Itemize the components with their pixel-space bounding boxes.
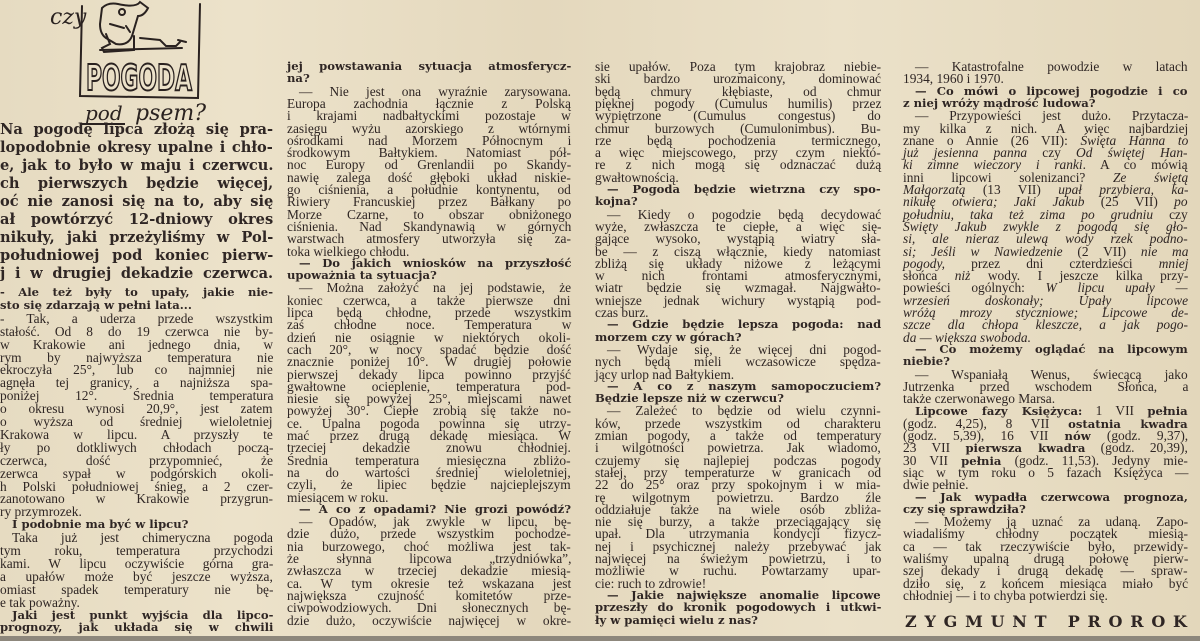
text-line: ciwpowodziowych. Dni słonecznych bę- (287, 600, 571, 616)
text-line: re z nich mogą się odznaczać dużą (595, 157, 882, 173)
text-line: nych będą mieli wczasowicze spędza- (595, 354, 881, 370)
lead-line: ał powtórzyć 12-dniowy okres (0, 211, 274, 228)
italic-proverb: nie ma (1140, 243, 1189, 259)
text-line: powyżej 30°. Ciepłe zrobią się także no- (287, 403, 571, 419)
text-line: nie się burzy, a także przeciągający się (595, 514, 881, 530)
text-line: i krajami nadbałtyckimi pozostaje w (287, 108, 571, 124)
text-line: — Zależeć to będzie od wielu czynni- (607, 403, 881, 419)
text-line: szej dekady i drugą dekadę — spraw- (903, 563, 1188, 579)
lead-line: j i w drugiej dekadzie czerwca. (0, 265, 274, 282)
text-line: agnęła tej granicy, a najniższa spa- (0, 375, 273, 391)
signature-letter: T (1034, 612, 1047, 631)
text-segment: (godz. 11,53). Jedyny mie- (1001, 452, 1188, 468)
text-line: pięknej pogody (Cumulus humilis) przez (595, 95, 882, 111)
text-line: — Wydaje się, że więcej dni pogod- (607, 341, 882, 357)
question-line: z niej wróży mądrość ludowa? (903, 95, 1096, 110)
text-line: na do wartości średniej wieloletniej, (287, 464, 571, 480)
text-line: upał. Dla utrzymania kondycji fizycz- (595, 526, 882, 542)
question-line: sto się zdarzają w pełni lata... (0, 297, 192, 312)
text-line: wypiętrzone (Cumulus congestus) do (595, 108, 881, 124)
text-line: stałość. Od 8 do 19 czerwca nie by- (0, 323, 274, 339)
text-line: — Przypowieści jest dużo. Przytacza- (915, 108, 1189, 124)
text-line: ekroczyła 25°, lub co najmniej nie (0, 362, 273, 378)
text-line: rym by najwyższa temperatura nie (0, 349, 274, 365)
lead-line: lopodobnie okresy upalne i chło- (0, 139, 273, 156)
text-line: lipca będą chłodne, przede wszystkim (287, 305, 572, 320)
signature-letter: M (965, 612, 983, 631)
italic-proverb: szcze dla chłopa kleszcze, a jak pogo- (903, 317, 1188, 333)
text-line: my kilka z nich. A więc najbardziej (903, 120, 1189, 136)
text-line: 1934, 1960 i 1970. (903, 71, 1004, 87)
text-line: Krakowa w lipcu. A przyszły te (0, 426, 273, 442)
text-segment: wody. I jeszcze kilka przy- (970, 268, 1189, 284)
text-segment: słońca (903, 268, 955, 284)
text-line: jący urlop nad Bałtykiem. (595, 366, 735, 382)
text-line: Średnia temperatura miesięczna zbliżo- (287, 452, 571, 468)
text-line: dwie pełnie. (903, 477, 969, 493)
signature-letter (1054, 612, 1060, 631)
text-line: poniżej 12°. Średnia temperatura (0, 388, 274, 404)
text-line: środkowym Bałtykiem. Natomiast pół- (287, 145, 572, 161)
text-line: gwałtownością. (595, 169, 679, 185)
article-column-2 (287, 0, 571, 636)
text-line: — Opadów, jak zwykle w lipcu, bę- (299, 514, 572, 530)
text-line: dzie dużo, przede wszystkim pochodze- (287, 526, 571, 542)
italic-proverb: si; Jeśli w Nawiedzenie (903, 243, 1063, 259)
bold-term: ostatnia kwadra (1068, 416, 1188, 431)
text-line: mać przez drugą dekadę miesiąca. W (287, 428, 572, 443)
question-line: Będzie lepsze niż w czerwcu? (595, 391, 784, 406)
text-line: zerwca sypał w podgórskich okoli- (0, 465, 274, 481)
text-segment: (godz. 20,39), (1085, 440, 1188, 456)
author-signature (905, 612, 1187, 631)
text-line: dziło się, z końcem miesiąca miało być (903, 575, 1189, 591)
italic-proverb: niż (954, 268, 971, 284)
italic-proverb: Święty Jakub zwykle z pogodą się gło- (903, 218, 1188, 234)
logo-psem: psem? (135, 101, 207, 126)
italic-proverb: Małgorzatą (903, 182, 966, 197)
question-line: prognozy, jak układa się w chwili (0, 620, 274, 635)
signature-letter: O (1151, 612, 1166, 631)
text-line: znacznie poniżej 10°. W drugiej połowie (287, 354, 572, 370)
bold-term: pełnia (1147, 404, 1188, 419)
signature-letter: N (1012, 612, 1027, 631)
signature-letter: O (1108, 612, 1123, 631)
signature-letter: U (990, 612, 1005, 631)
italic-proverb: Święta Hanna to (1080, 132, 1189, 148)
question-line: — Jak wypadła czerwcowa prognoza, (915, 489, 1188, 504)
italic-proverb: południu, taka też zima po grudniu (903, 206, 1154, 222)
text-line: największa czujność komitetów prze- (287, 587, 572, 603)
text-line: nia burzowego, choć możliwa jest tak- (287, 538, 571, 554)
text-line: dzień nie osiągnie w niektórych okoli- (287, 329, 571, 345)
italic-proverb: W lipcu upały — (1045, 280, 1188, 296)
text-line: także czerwonawego Marsa. (903, 391, 1056, 407)
text-line: noc Europy od Grenlandii po Skandy- (287, 157, 572, 173)
text-line: — Katastrofalne powodzie w latach (915, 59, 1188, 74)
text-line: dzie dużo, oczywiście najwięcej w okre- (287, 612, 572, 628)
text-line: be — z ciszą włącznie, kiedy natomiast (595, 243, 881, 259)
lead-line: oć nie zanosi się na to, aby się (0, 193, 274, 210)
italic-proverb: si, ale nieraz ulewą wody rzek podno- (903, 231, 1188, 247)
text-line: 22 do 25° oraz przy spokojnym i w mia- (595, 477, 881, 493)
text-line: h Polski południowej śnieg, a 2 czer- (0, 478, 273, 494)
text-segment: znane o Annie (26 VII): (903, 132, 1081, 148)
text-line: Morze Czarne, to obszar obniżonego (287, 206, 572, 222)
text-line: o okresu wynosi 20,9°, jest zatem (0, 401, 273, 417)
logo-pogoda: POGODA (86, 58, 193, 99)
text-segment: (2 VII) (1062, 243, 1141, 259)
text-line: rę wilgotnym powietrzu. Bardzo źle (595, 489, 881, 505)
text-line: nej i psychicznej należy przebywać jak (595, 538, 882, 554)
text-line: wiadaliśmy chłodny początek miesią- (903, 526, 1188, 542)
bold-term: Lipcowe fazy Księżyca: (915, 404, 1083, 419)
text-line: ciśnienia. Nad Skandynawią w górnych (287, 218, 572, 234)
text-segment: . A co mówią (1082, 157, 1188, 173)
lead-line: e, jak to było w maju i czerwcu. (0, 157, 274, 174)
text-line: że słynna lipcowa „trzydniówka”, (287, 551, 572, 566)
text-line: siąc w tym roku o 5 fazach Księżyca — (903, 464, 1189, 480)
logo-pod: pod (85, 101, 123, 125)
text-line: toka wielkiego chłodu. (287, 243, 410, 259)
text-line: zwłaszcza w trzeciej dekadzie miesią- (287, 563, 571, 579)
text-line: tym roku, temperatura przychodzi (0, 543, 274, 558)
text-segment: powieści ogólnych: (903, 280, 1046, 296)
text-segment: czy (1153, 206, 1188, 222)
question-line: — Co mówi o lipcowej pogodzie i co (915, 83, 1188, 98)
text-line: pierwszej dekady lipca powinno przyjść (287, 366, 571, 382)
italic-proverb: mniej (1158, 255, 1189, 271)
question-line: - Ale też były to upały, jakie nie- (0, 285, 273, 299)
bold-term: pierwsza kwadra (965, 441, 1086, 456)
text-line: cie: ruch to zdrowie! (595, 575, 707, 591)
text-line: czas burz. (595, 305, 649, 320)
text-line: miesiącem w roku. (287, 489, 389, 505)
italic-proverb: da — większa swoboda. (903, 329, 1031, 345)
question-line: niebie? (903, 354, 950, 369)
question-line: — Do jakich wniosków na przyszłość (299, 255, 572, 270)
text-line: wyże, zwłaszcza te ciepłe, a więc się- (595, 218, 882, 234)
question-line: I podobnie ma być w lipcu? (12, 517, 189, 532)
text-line: zbliżą się układy niżowe z leżącymi (595, 255, 881, 271)
question-line: — Gdzie będzie lepsza pogoda: nad (607, 317, 882, 332)
italic-proverb: nikułę otwiera; Jaki Jakub (903, 194, 1085, 210)
text-line: a więc miejscowego, przy czym niektó- (595, 145, 881, 161)
lead-line: południowej pod koniec pierw- (0, 247, 274, 264)
text-line: omiast spadek temperatury nie bę- (0, 581, 274, 597)
text-line: będą chmury kłębiaste, od chmur (595, 83, 882, 99)
signature-letter: Y (924, 612, 936, 631)
question-line: — Co możemy oglądać na lipcowym (915, 341, 1188, 356)
text-line: e tak poważny. (0, 594, 80, 610)
text-line: ca. W tym okresie też wskazana jest (287, 575, 572, 591)
text-line: ków, przede wszystkim od charakteru (595, 415, 881, 431)
text-line: — Nie jest ona wyraźnie zarysowana. (299, 83, 572, 99)
text-line: czujemy się najlepiej podczas pogody (595, 452, 882, 468)
text-line: Taka już jest chimeryczna pogoda (12, 530, 273, 546)
text-segment: (godz. 9,37), (1090, 428, 1189, 443)
italic-proverb: upał przybiera, ka- (1058, 182, 1189, 197)
signature-letter: P (1067, 612, 1080, 631)
text-line: zmian pogody, a także od temperatury (595, 428, 882, 443)
text-segment: przez dni czterdzieści (971, 255, 1159, 271)
text-line: o wyższa od średniej wieloletniej (0, 414, 273, 429)
text-line: Riwiery Francuskiej przez Bałkany po (287, 194, 572, 210)
signature-letter: G (943, 612, 958, 631)
italic-proverb: już jesienna panna (903, 145, 1028, 161)
bold-term: pełnia (961, 453, 1002, 468)
text-line: ca — tak rzeczywiście było, przewidy- (903, 538, 1188, 554)
text-line: koniec czerwca, a także pierwsze dni (287, 292, 571, 308)
signature-letter: R (1087, 612, 1101, 631)
question-line: — A co z opadami? Nie grozi powódź? (299, 501, 572, 516)
text-line: chłodniej — i to chyba potwierdzi się. (903, 587, 1108, 603)
text-line: najwięcej na świeżym powietrzu, i to (595, 551, 882, 566)
question-line: ły w pamięci wielu z nas? (595, 612, 758, 627)
italic-proverb: wróżą mrozy styczniowe; Lipcowe de- (903, 305, 1189, 320)
question-line: Jaki jest punkt wyjścia dla lipco- (12, 607, 274, 622)
question-line: kojna? (595, 194, 638, 209)
italic-proverb: ki zimne wieczory i ranki (903, 157, 1083, 173)
question-line: na? (287, 71, 310, 86)
text-line: a upałów może być jeszcze wyższa, (0, 568, 273, 584)
text-segment: (13 VII) (965, 182, 1059, 197)
question-line: morzem czy w górach? (595, 329, 742, 344)
text-segment: 23 VII (903, 440, 966, 456)
question-line: jej powstawania sytuacja atmosferycz- (287, 59, 572, 73)
text-line: nawię zalega dość głęboki układ niskie- (287, 169, 571, 185)
text-line: ry przymrozek. (0, 504, 82, 520)
article-column-3 (595, 0, 881, 636)
question-line: upoważnia ta sytuacja? (287, 268, 437, 283)
italic-proverb: po (1174, 194, 1188, 210)
text-line: warstwach atmosfery utworzyła się za- (287, 231, 571, 247)
logo-czy: czy (50, 5, 87, 30)
question-line: czy się sprawdziła? (903, 501, 1026, 516)
question-line: — A co z naszym samopoczuciem? (607, 378, 882, 393)
text-line: — Wspaniałą Wenus, świecącą jako (915, 366, 1188, 382)
text-line: cach 20°, w nocy spadać będzie dość (287, 341, 572, 357)
signature-letter: R (1130, 612, 1144, 631)
lead-line: Na pogodę lipca złożą się pra- (0, 121, 274, 138)
text-line: sie upałów. Poza tym krajobraz niebie- (595, 59, 882, 74)
text-segment: czy (1027, 145, 1077, 161)
text-line: ły po dotkliwych chłodach począ- (0, 439, 274, 455)
text-line: zaś chłodne noce. Temperatura w (287, 317, 572, 333)
text-line: trzeciej dekadzie znowu chłodniej. (287, 440, 571, 456)
article-column-1 (0, 0, 273, 636)
text-segment: 30 VII (903, 452, 962, 468)
text-line: — Można założyć na jej podstawie, że (299, 280, 572, 296)
text-line: - Tak, a uderza przede wszystkim (0, 310, 273, 326)
signature-letter: Z (905, 612, 917, 631)
bold-term: nów (1064, 429, 1091, 443)
text-line: wiatr będzie się wzmagał. Najgwałto- (595, 280, 881, 296)
lead-line: ch pierwszych będzie więcej, (0, 175, 274, 192)
text-line: — Kiedy o pogodzie będą decydować (607, 206, 882, 222)
question-line: — Pogoda będzie wietrzna czy spo- (607, 182, 881, 196)
italic-proverb: wrzesień doskonały; Upały lipcowe (903, 292, 1189, 308)
page-bottom-edge (0, 636, 1200, 641)
text-line: czyli, że lipiec będzie najcieplejszym (287, 477, 571, 493)
text-line: niesie się powyżej 25°, miejscami nawet (287, 391, 572, 407)
text-segment: (25 VII) (1084, 194, 1175, 210)
lead-line: nikuły, jaki przeżyliśmy w Pol- (0, 229, 274, 246)
text-line: ce. Upalna pogoda powinna się utrzy- (287, 415, 572, 431)
signature-letter: K (1173, 612, 1187, 631)
text-line: w nich frontami atmosferycznymi, (595, 268, 882, 284)
text-segment: (godz. 5,39), 16 VII (903, 428, 1065, 443)
italic-proverb: pogody, (903, 255, 972, 271)
text-line: kami. W lipcu oczywiście górna gra- (0, 555, 274, 571)
text-segment: (godz. 4,25), 8 VII (903, 415, 1069, 431)
question-line: przeszły do kronik pogodowych i utkwi- (595, 600, 882, 615)
text-line: stałej, przy temperaturze w granicach od (595, 464, 882, 480)
text-line: ski bardzo urozmaicony, dominować (595, 71, 881, 87)
text-line: i wilgotności powietrza. Jak wiadomo, (595, 440, 881, 456)
text-segment: 1 VII (1082, 403, 1148, 419)
text-line: Jutrzenka przed wschodem Słońca, a (903, 378, 1189, 394)
article-column-4 (903, 0, 1188, 636)
text-line: gwałtowne ocieplenie, temperatura pod- (287, 378, 571, 394)
text-line: Europa zachodnia łącznie z Polską (287, 95, 571, 111)
italic-proverb: Od świętej Han- (1076, 145, 1188, 161)
text-line: czerwca, dość przypomnieć, że (0, 452, 273, 468)
text-line: ośrodkami nad Morzem Północnym i (287, 132, 572, 148)
text-line: go ciśnienia, a południe kontynentu, od (287, 182, 571, 197)
text-line: zanotowano w Krakowie przygrun- (0, 491, 274, 507)
text-line: zasięgu wyżu azorskiego z wtórnymi (287, 120, 571, 136)
text-line: gające wysoko, wystąpią wiatry sła- (595, 231, 881, 247)
italic-proverb: Ze świętą (1112, 169, 1189, 185)
question-line: — Jakie największe anomalie lipcowe (607, 587, 881, 602)
text-line: chmur burzowych (Cumulonimbus). Bu- (595, 120, 881, 136)
text-line: w Krakowie ani jednego dnia, w (0, 336, 274, 352)
text-line: możliwie w ruchu. Powtarzamy upar- (595, 563, 881, 579)
text-line: rze będą pochodzenia termicznego, (595, 132, 881, 148)
text-line: wniejsze jednak wichury wystąpią pod- (595, 292, 881, 308)
text-line: waliśmy upalną drugą połowę pierw- (903, 551, 1189, 566)
text-line: oddziałuje także na wiele osób zbliża- (595, 501, 882, 517)
text-segment: inni lipcowi solenizanci? (903, 169, 1113, 185)
text-line: — Możemy ją uznać za udaną. Zapo- (915, 514, 1189, 530)
